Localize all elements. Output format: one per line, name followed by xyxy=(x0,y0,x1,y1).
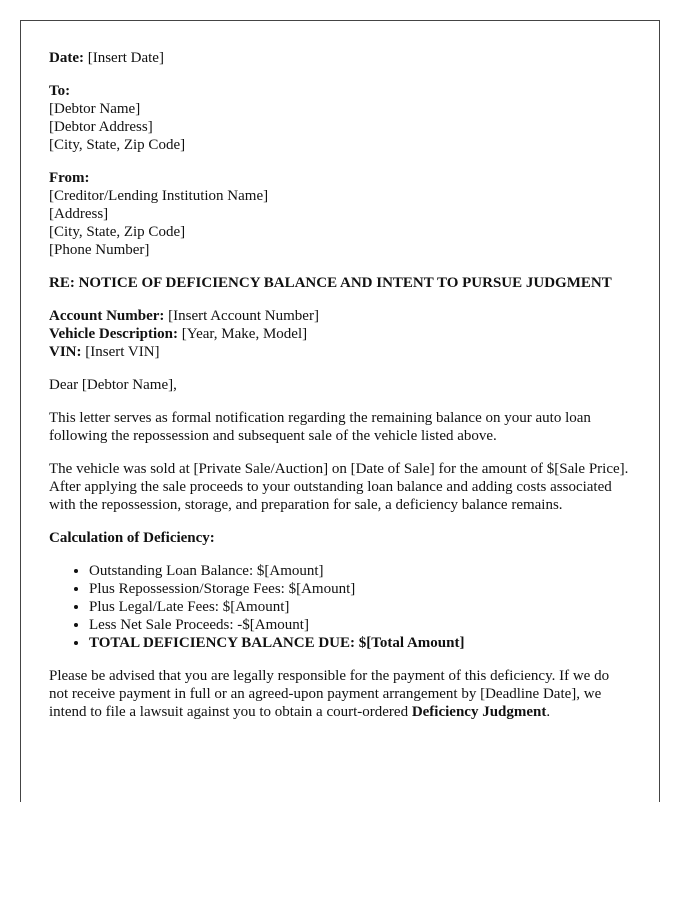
list-item: • Less Net Sale Proceeds: -$[Amount] xyxy=(89,616,631,634)
letter-page xyxy=(20,20,660,802)
date-line: Date: [Insert Date] xyxy=(49,50,164,66)
account-details: Account Number: [Insert Account Number] Vehicle Description: [Year, Make, Model] VIN: [Insert VIN] xyxy=(49,308,319,360)
paragraph-legal: Please be advised that you are legally responsible for the payment of this deficiency. If we do not receive payment in full or an agreed-upon payment arrangement by [Deadline Date], we intend to file a lawsuit against you to obtain a court-ordered Deficiency Judgment. xyxy=(49,668,610,720)
calculation-list xyxy=(49,562,631,652)
list-item: • Plus Repossession/Storage Fees: $[Amount] xyxy=(89,580,631,598)
re-heading: RE: NOTICE OF DEFICIENCY BALANCE AND INTENT TO PURSUE JUDGMENT xyxy=(49,275,612,291)
list-item-total: • TOTAL DEFICIENCY BALANCE DUE: $[Total Amount] xyxy=(89,634,631,652)
list-item: • Plus Legal/Late Fees: $[Amount] xyxy=(89,598,631,616)
salutation: Dear [Debtor Name], xyxy=(49,377,177,393)
calculation-heading: Calculation of Deficiency: xyxy=(49,530,215,546)
from-block: From: [Creditor/Lending Institution Name] [Address] [City, State, Zip Code] [Phone Number] xyxy=(49,170,269,258)
to-block: To: [Debtor Name] [Debtor Address] [City, State, Zip Code] xyxy=(49,83,186,153)
paragraph-notification: This letter serves as formal notification regarding the remaining balance on your auto loan following the repossession and subsequent sale of the vehicle listed above. xyxy=(49,410,591,444)
list-item: • Outstanding Loan Balance: $[Amount] xyxy=(89,562,631,580)
paragraph-sale: The vehicle was sold at [Private Sale/Auction] on [Date of Sale] for the amount of $[Sale Price]. After applying the sale proceeds to your outstanding loan balance and adding costs associated with the repossession, storage, and preparation for sale, a deficiency balance remains. xyxy=(49,461,629,513)
